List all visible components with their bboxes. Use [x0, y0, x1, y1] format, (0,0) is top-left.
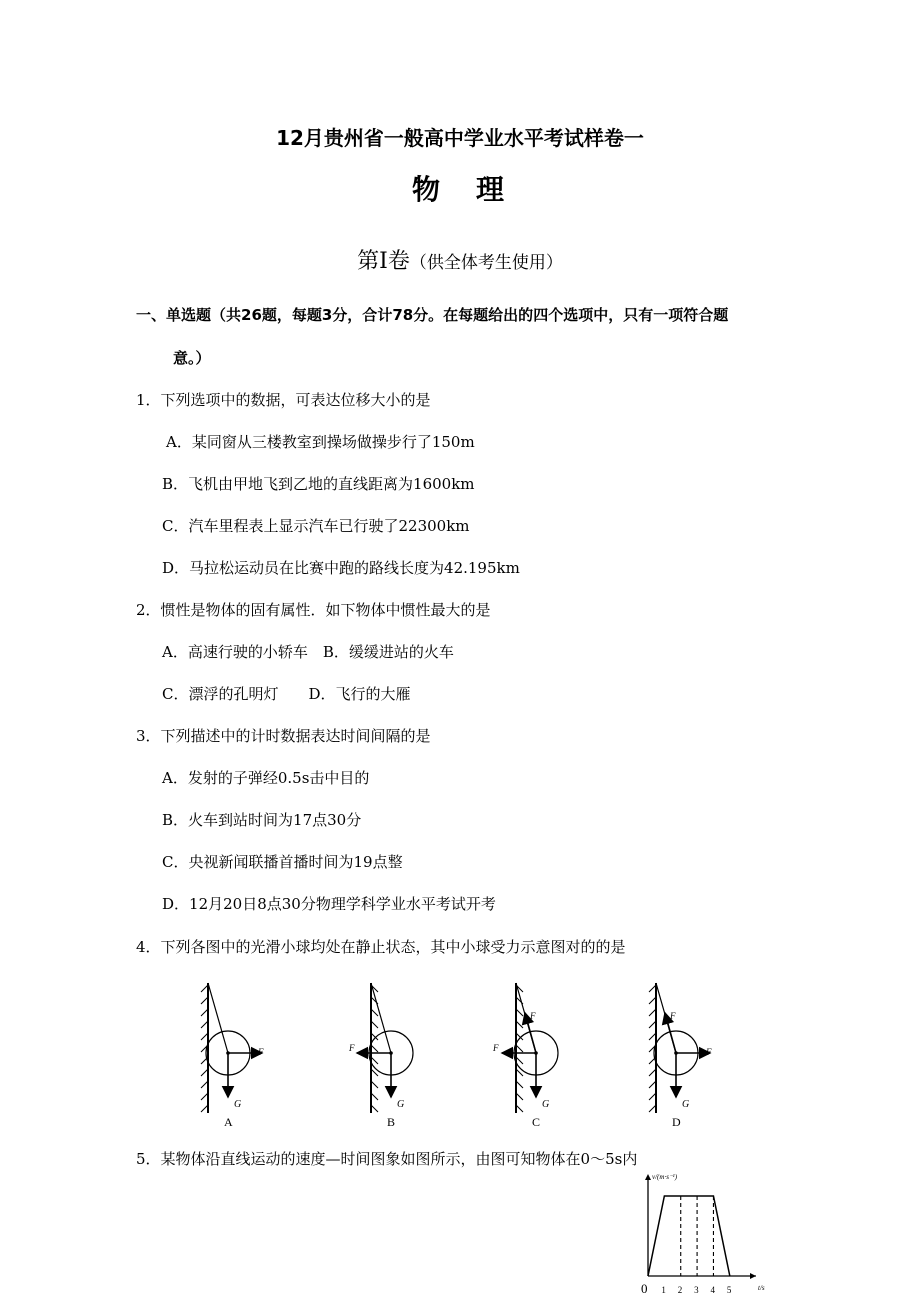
question-3-option-b: B．火车到站时间为17点30分: [162, 811, 362, 829]
question-1-option-d: D．马拉松运动员在比赛中跑的路线长度为42.195km: [162, 559, 520, 577]
panel-c-force-label: F: [493, 1043, 499, 1053]
question-1-stem: 1．下列选项中的数据，可表达位移大小的是: [136, 391, 431, 409]
volume-sub: （供全体考生使用）: [409, 253, 563, 273]
question-1-option-c: C．汽车里程表上显示汽车已行驶了22300km: [162, 517, 470, 535]
y-axis-label: v/(m·s⁻¹): [652, 1173, 678, 1181]
velocity-line: [648, 1196, 730, 1276]
x-tick-label-2: 2: [677, 1285, 683, 1295]
volume-main: 第Ⅰ卷: [357, 249, 410, 274]
panel-d-force-label: F: [706, 1047, 712, 1057]
x-tick-label-3: 3: [694, 1285, 699, 1295]
panel-c-tension-label: F: [530, 1011, 536, 1021]
section-heading: 一、单选题（共26题，每题3分，合计78分。在每题给出的四个选项中，只有一项符合题: [136, 306, 729, 324]
question-5-stem: 5．某物体沿直线运动的速度—时间图象如图所示，由图可知物体在0～5s内: [136, 1150, 638, 1168]
question-3-stem: 3．下列描述中的计时数据表达时间间隔的是: [136, 727, 431, 745]
question-2-stem: 2．惯性是物体的固有属性．如下物体中惯性最大的是: [136, 601, 491, 619]
question-1-option-b: B．飞机由甲地飞到乙地的直线距离为1600km: [162, 475, 475, 493]
panel-a: [201, 983, 264, 1127]
panel-d-weight-label: G: [682, 1099, 690, 1110]
panel-d: [649, 983, 712, 1127]
x-tick-label-0: 0: [641, 1281, 648, 1296]
panel-a-weight-label: G: [234, 1099, 242, 1110]
panel-d-label: D: [672, 1115, 681, 1127]
panel-b-label: B: [387, 1115, 396, 1127]
question-2-options-cd: C．漂浮的孔明灯 D．飞行的大雁: [162, 685, 411, 703]
subject-title: 物 理: [411, 173, 508, 206]
panel-d-tension-label: F: [670, 1011, 676, 1021]
question-3-option-a: A．发射的子弹经0.5s击中目的: [162, 769, 370, 787]
panel-b-weight-label: G: [397, 1099, 405, 1110]
x-tick-label-5: 5: [726, 1285, 732, 1295]
y-axis-arrow: [645, 1174, 651, 1180]
panel-b: [348, 983, 413, 1127]
question-1-option-a: A．某同窗从三楼教室到操场做操步行了150m: [166, 433, 475, 451]
panel-a-force-label: F: [258, 1047, 264, 1057]
exam-title: 12月贵州省一般高中学业水平考试样卷一: [276, 126, 644, 150]
panel-c-weight-label: G: [542, 1099, 550, 1110]
x-axis-arrow: [750, 1273, 756, 1279]
panel-c: [492, 983, 558, 1127]
question-3-option-d: D．12月20日8点30分物理学科学业水平考试开考: [162, 895, 496, 913]
panel-c-label: C: [532, 1115, 541, 1127]
x-tick-label-1: 1: [661, 1285, 666, 1295]
question-2-options-ab: A．高速行驶的小轿车 B．缓缓进站的火车: [162, 643, 454, 661]
panel-a-label: A: [224, 1115, 233, 1127]
section-heading-cont: 意。）: [173, 349, 211, 367]
question-3-option-c: C．央视新闻联播首播时间为19点整: [162, 853, 403, 871]
x-tick-label-4: 4: [710, 1285, 715, 1295]
question-4-stem: 4．下列各图中的光滑小球均处在静止状态，其中小球受力示意图对的的是: [136, 938, 626, 956]
question-4-figure: [190, 975, 750, 1127]
volume-title: [0, 244, 920, 275]
x-axis-label: t/s: [758, 1284, 765, 1292]
velocity-time-chart: [636, 1168, 766, 1300]
panel-b-force-label: F: [349, 1043, 355, 1053]
